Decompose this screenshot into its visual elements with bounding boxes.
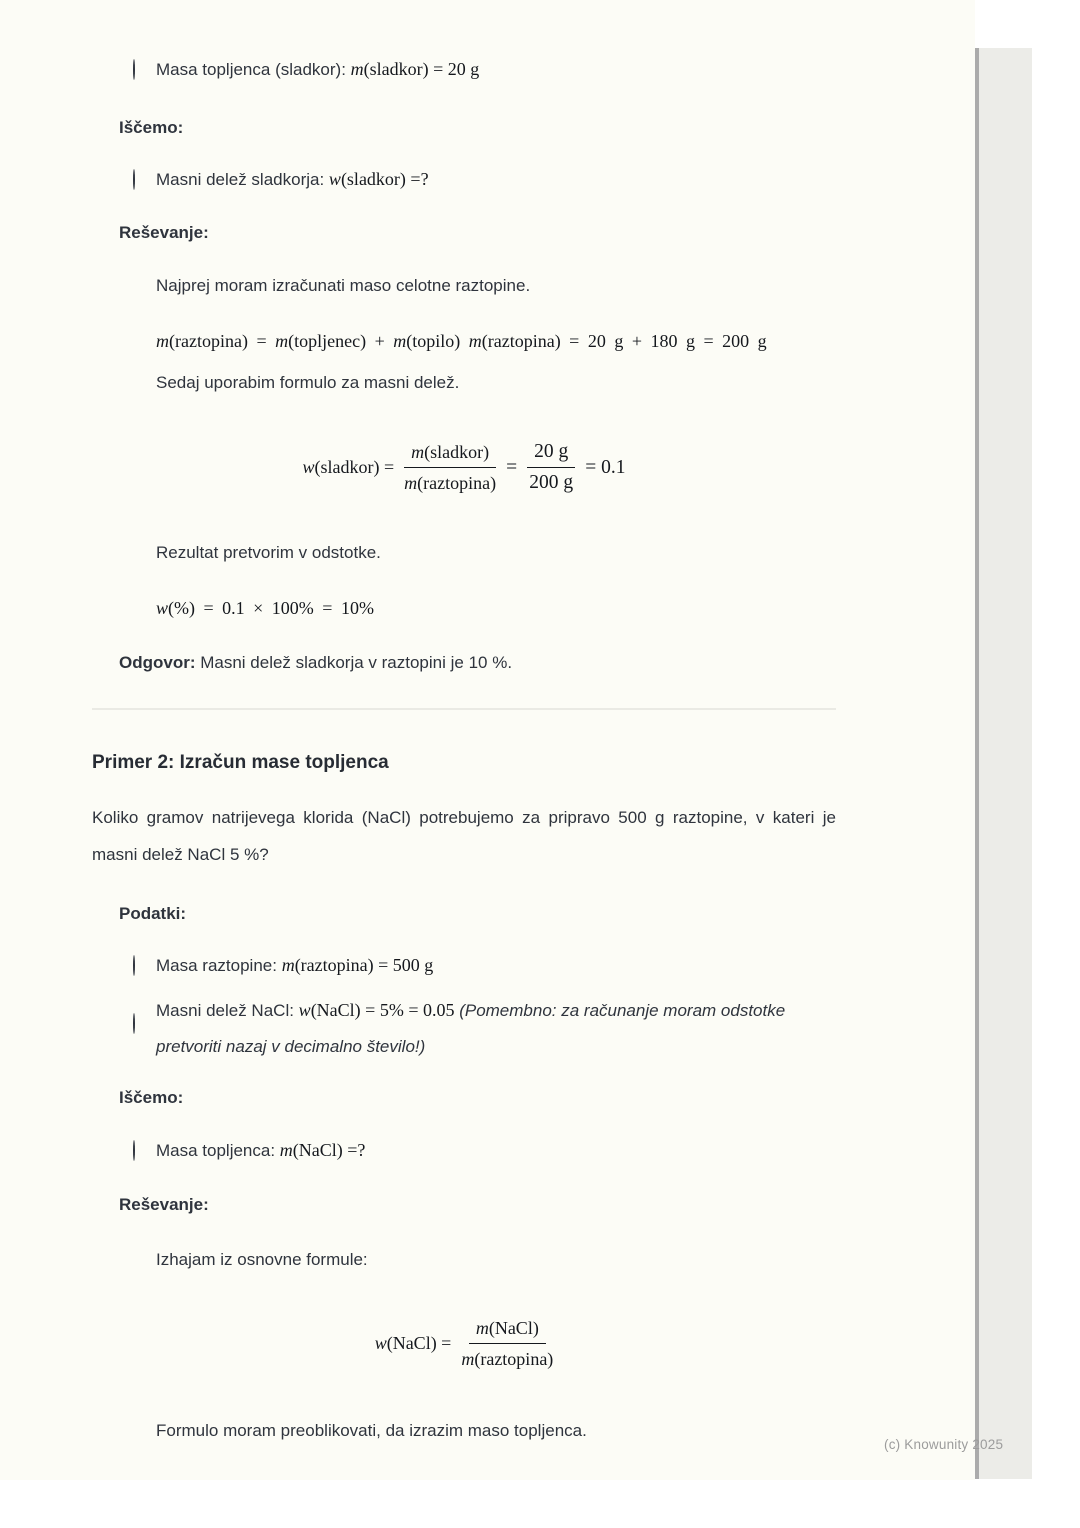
list-item-text: Izhajam iz osnovne formule:	[156, 1250, 368, 1269]
adjacent-page-edge	[979, 48, 1032, 1479]
section-label: Reševanje:	[119, 1195, 209, 1214]
bullet-circle-icon	[132, 168, 156, 191]
list-item-text: Masa topljenca (sladkor): m(sladkor) = 20 g	[156, 59, 480, 79]
list-item-text: Sedaj uporabim formulo za masni delež.	[156, 373, 460, 392]
list-item-text: Masni delež sladkorja: w(sladkor) =?	[156, 169, 429, 189]
section-label: Iščemo:	[119, 118, 184, 137]
bullet-dot-icon	[99, 651, 119, 674]
list-item	[132, 1139, 852, 1162]
bullet-dot-icon	[99, 116, 119, 139]
list-item-text: Masa topljenca: m(NaCl) =?	[156, 1140, 366, 1160]
bullet-circle-icon	[132, 1006, 156, 1042]
inline-equation: m(raztopina) = m(topljenec) + m(topilo) m(raztopina) = 20 g + 180 g = 200 g	[156, 331, 767, 351]
display-formula-nacl: w(NaCl) = $\frac{\text{m(NaCl)}}{\text{m(raztopina)}}$	[374, 1318, 554, 1369]
section-label: Iščemo:	[119, 1088, 184, 1107]
list-item-text: Rezultat pretvorim v odstotke.	[156, 543, 381, 562]
list-item-iscemo	[99, 116, 839, 139]
list-item-odgovor	[99, 651, 839, 674]
bullet-dot-icon	[99, 1193, 119, 1216]
inline-equation: w(%) = 0.1 × 100% = 10%	[156, 598, 374, 618]
list-item-text: Najprej moram izračunati maso celotne raztopine.	[156, 276, 531, 295]
list-item	[132, 992, 838, 1065]
list-item	[132, 168, 852, 191]
list-item-resevanje	[99, 221, 839, 244]
section-label: Podatki:	[119, 904, 187, 923]
bullet-circle-icon	[132, 1139, 156, 1162]
list-item	[132, 371, 852, 394]
bullet-circle-icon	[132, 58, 156, 81]
bullet-dot-icon	[99, 902, 119, 925]
list-item-text: Masa raztopine: m(raztopina) = 500 g	[156, 955, 434, 975]
example2-heading: Primer 2: Izračun mase topljenca	[92, 752, 389, 773]
list-item-podatki	[99, 902, 839, 925]
bullet-circle-icon	[132, 954, 156, 977]
list-item	[132, 954, 852, 977]
bullet-dot-icon	[132, 274, 156, 297]
bullet-dot-icon	[132, 1419, 156, 1442]
list-item-text: Formulo moram preoblikovati, da izrazim maso topljenca.	[156, 1421, 587, 1440]
copyright-watermark: (c) Knowunity 2025	[884, 1437, 1004, 1452]
list-item-text: Masni delež NaCl: w(NaCl) = 5% = 0.05 (Pomembno: za računanje moram odstotke pretvoriti nazaj v decimalno število!)	[156, 1000, 786, 1056]
bullet-dot-icon	[132, 1248, 156, 1271]
display-formula-mass-fraction: w(sladkor) = $\frac{\text{m(sladkor)}}{\text{m(raztopina)}}$ = $\frac{20 g}{200 g}$ = 0.1	[302, 441, 626, 493]
list-item	[132, 1419, 852, 1442]
bullet-dot-icon	[99, 221, 119, 244]
fraction: $\frac{20 g}{200 g}$	[527, 440, 575, 495]
list-item	[132, 58, 852, 81]
fraction: $\frac{\text{m(sladkor)}}{\text{m(raztopina)}}$	[404, 442, 497, 493]
list-item-resevanje	[99, 1193, 839, 1216]
bullet-dot-icon	[132, 371, 156, 394]
list-item	[132, 541, 852, 564]
list-item-iscemo	[99, 1086, 839, 1109]
list-item	[132, 1248, 852, 1271]
example2-intro: Koliko gramov natrijevega klorida (NaCl) potrebujemo za pripravo 500 g raztopine, v kateri je masni delež NaCl 5 %?	[92, 808, 836, 864]
list-item	[132, 274, 852, 297]
important-note: (Pomembno: za računanje moram odstotke pretvoriti nazaj v decimalno število!)	[156, 1001, 786, 1056]
bullet-dot-icon	[132, 541, 156, 564]
answer-text: Odgovor: Masni delež sladkorja v raztopini je 10 %.	[119, 653, 513, 672]
section-label: Reševanje:	[119, 223, 209, 242]
section-divider	[92, 708, 836, 710]
fraction: $\frac{\text{m(NaCl)}}{\text{m(raztopina)}}$	[461, 1318, 554, 1369]
bullet-dot-icon	[99, 1086, 119, 1109]
